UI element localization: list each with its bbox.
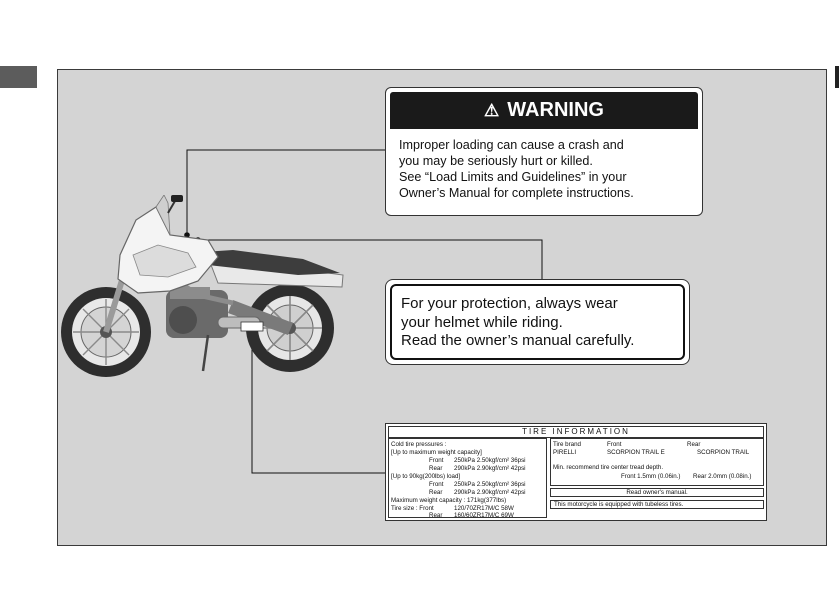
max-rear-label: Rear	[429, 465, 443, 472]
max-weight-capacity: Maximum weight capacity : 171kg(377lbs)	[391, 497, 507, 504]
max-capacity-heading: [Up to maximum weight capacity]	[391, 449, 482, 456]
tubeless-note: This motorcycle is equipped with tubeless tires.	[550, 500, 764, 509]
front-fairing	[118, 195, 218, 293]
front-tire-model: SCORPION TRAIL E	[607, 449, 665, 456]
front-heading: Front	[607, 441, 622, 448]
load-front-value: 250kPa 2.50kgf/cm² 36psi	[454, 481, 526, 488]
warning-title: WARNING	[507, 99, 604, 121]
max-rear-value: 290kPa 2.90kgf/cm² 42psi	[454, 465, 526, 472]
warning-line: See “Load Limits and Guidelines” in your	[399, 170, 627, 184]
warning-line: Improper loading can cause a crash and	[399, 138, 624, 152]
mirror	[171, 195, 183, 202]
tire-size-label: Tire size : Front	[391, 505, 434, 512]
tire-label-location	[241, 322, 263, 331]
warning-triangle-icon: ⚠	[484, 100, 500, 120]
load-rear-label: Rear	[429, 489, 443, 496]
cold-pressures-heading: Cold tire pressures :	[391, 441, 447, 448]
tire-size-rear: 160/60ZR17M/C 69W	[454, 512, 514, 519]
mirror-stem	[168, 201, 175, 213]
helmet-label	[385, 279, 690, 365]
tire-information-label	[385, 423, 767, 521]
tread-depth-rear: Rear 2.0mm (0.08in.)	[693, 473, 752, 480]
tire-label-title: TIRE INFORMATION	[388, 426, 764, 438]
tread-depth-front: Front 1.5mm (0.06in.)	[621, 473, 681, 480]
helmet-label-border	[390, 284, 685, 360]
max-front-label: Front	[429, 457, 444, 464]
warning-label	[385, 87, 703, 216]
tire-size-front: 120/70ZR17M/C 58W	[454, 505, 514, 512]
tire-brand-panel	[550, 438, 764, 486]
helmet-line: your helmet while riding.	[401, 313, 563, 331]
warning-text	[399, 137, 692, 201]
warning-line: Owner’s Manual for complete instructions.	[399, 186, 634, 200]
side-stand	[203, 335, 208, 371]
tire-pressure-panel	[388, 438, 547, 518]
rear-tire-model: SCORPION TRAIL	[697, 449, 750, 456]
helmet-line: For your protection, always wear	[401, 295, 618, 312]
motorcycle-illustration	[58, 195, 348, 380]
brand-heading: Tire brand	[553, 441, 581, 448]
load-heading: [Up to 90kg(200lbs) load]	[391, 473, 461, 480]
tread-depth-heading: Min. recommend tire center tread depth.	[553, 464, 664, 471]
max-front-value: 250kPa 2.50kgf/cm² 36psi	[454, 457, 526, 464]
warning-line: you may be seriously hurt or killed.	[399, 154, 593, 168]
helmet-line: Read the owner’s manual carefully.	[401, 332, 635, 349]
tire-size-rear-label: Rear	[429, 512, 443, 519]
load-rear-value: 290kPa 2.90kgf/cm² 42psi	[454, 489, 526, 496]
helmet-text	[401, 295, 634, 351]
read-manual-note: Read owner's manual.	[550, 488, 764, 497]
tire-brand: PIRELLI	[553, 449, 577, 456]
load-front-label: Front	[429, 481, 444, 488]
rear-heading: Rear	[687, 441, 701, 448]
warning-header	[390, 92, 698, 129]
